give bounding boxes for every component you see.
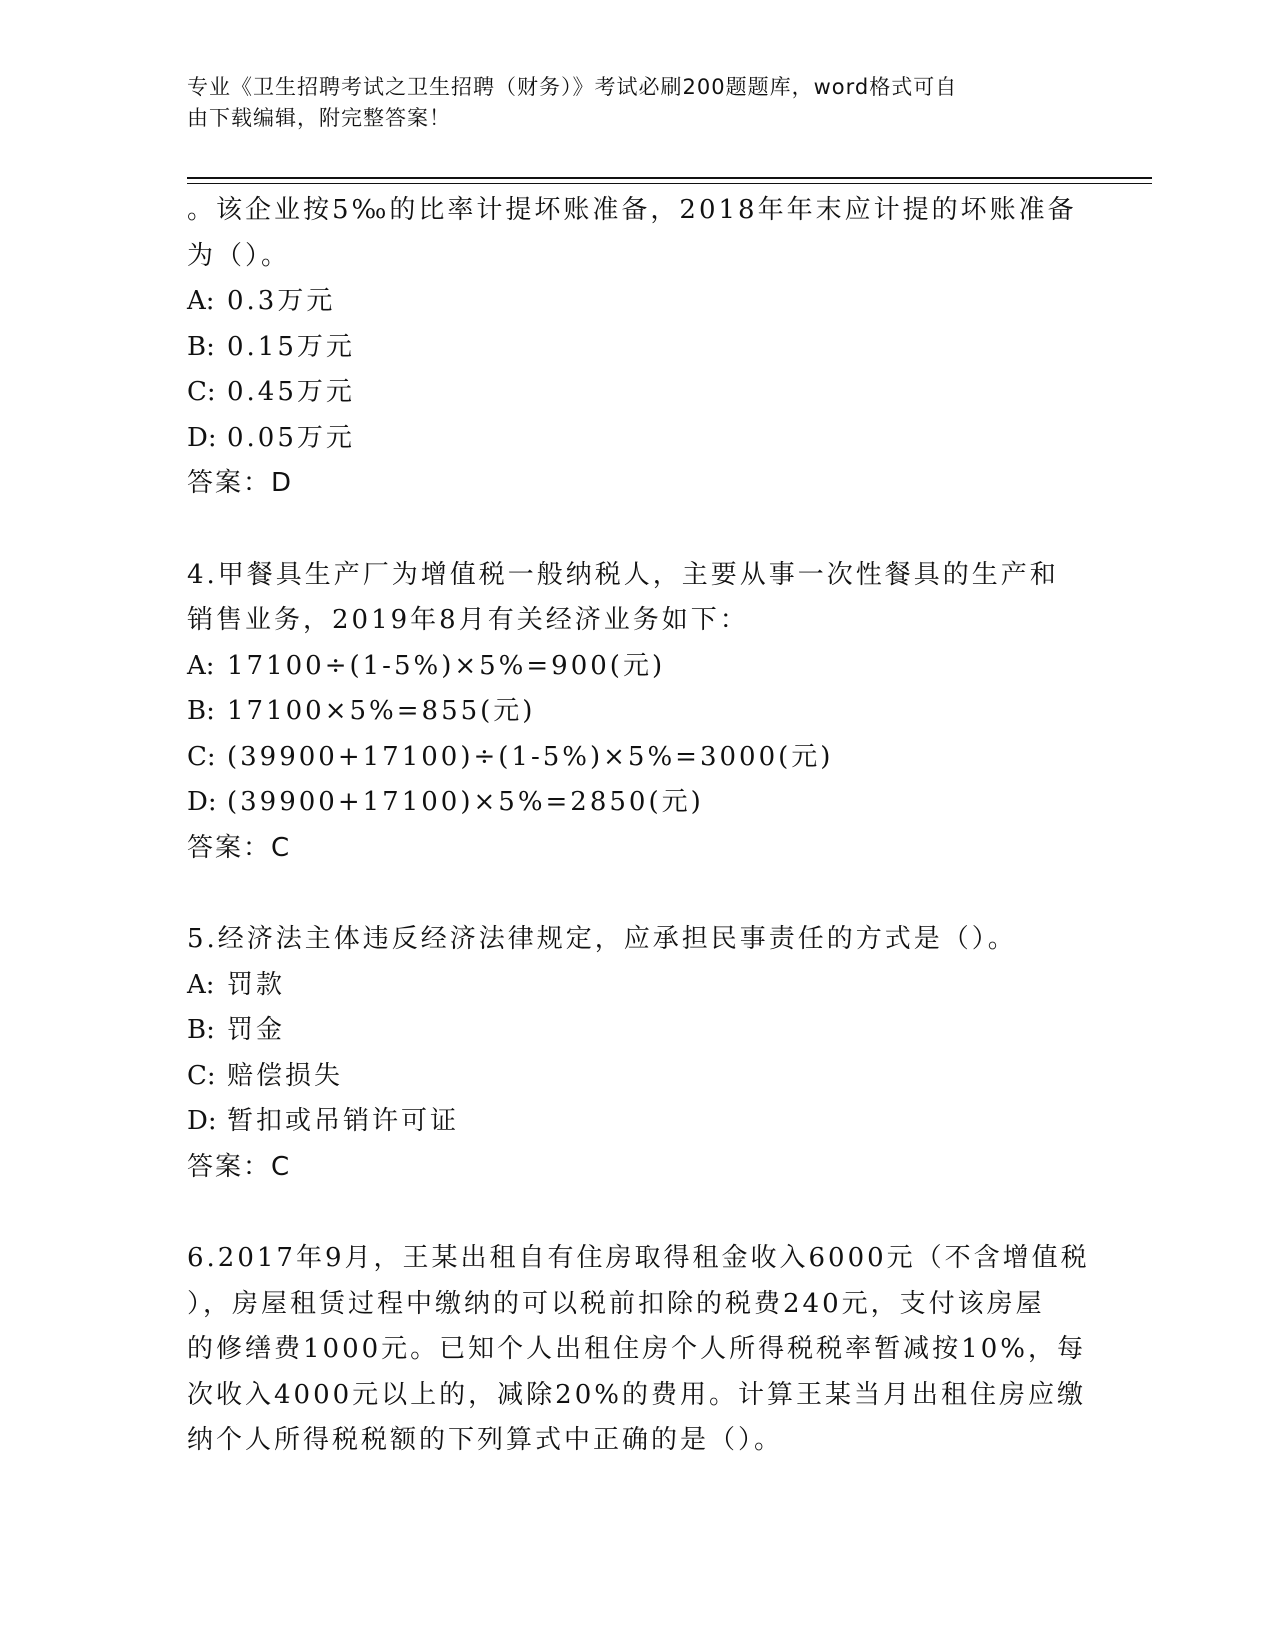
question-spacer: [187, 507, 1087, 553]
option-text: 17100×5%=855(元): [227, 696, 536, 726]
question-stem: 5.经济法主体违反经济法律规定，应承担民事责任的方式是（）。: [187, 924, 1017, 954]
question-stem: 4.甲餐具生产厂为增值税一般纳税人，主要从事一次性餐具的生产和: [187, 559, 1059, 590]
option-label: C:: [187, 741, 216, 772]
option-text: 0.3万元: [227, 286, 336, 316]
option-b: [187, 1008, 1087, 1054]
question-4: [187, 553, 1087, 872]
header-divider-thin: [187, 183, 1152, 184]
option-label: A:: [187, 650, 215, 681]
document-header: [187, 72, 1067, 134]
answer-line: 答案：D: [187, 468, 294, 498]
option-text: (39900+17100)÷(1-5%)×5%=3000(元): [227, 741, 834, 772]
question-6: [187, 1236, 1090, 1464]
question-stem: 销售业务，2019年8月有关经济业务如下：: [187, 605, 749, 635]
header-line-2: 由下载编辑，附完整答案！: [187, 106, 451, 130]
option-b: [187, 325, 1087, 371]
answer-line: 答案：C: [187, 1151, 292, 1182]
question-stem: 的修缮费1000元。已知个人出租住房个人所得税税率暂减按10%，每: [187, 1334, 1086, 1364]
question-spacer: [187, 1190, 1087, 1236]
question-stem: 为（）。: [187, 240, 291, 271]
option-c: [187, 1054, 1087, 1100]
answer-line: 答案：C: [187, 832, 292, 863]
question-stem: 次收入4000元以上的，减除20%的费用。计算王某当月出租住房应缴: [187, 1379, 1086, 1410]
question-5: [187, 917, 1087, 1190]
option-b: [187, 689, 1087, 735]
option-c: [187, 370, 1087, 416]
header-divider-thick: [187, 177, 1152, 179]
option-label: A:: [187, 286, 215, 316]
option-label: A:: [187, 969, 215, 1000]
option-text: 罚款: [227, 969, 286, 1000]
option-label: B:: [187, 696, 215, 726]
option-d: [187, 1099, 1087, 1145]
option-text: 0.45万元: [227, 377, 355, 407]
option-a: [187, 644, 1087, 690]
option-c: [187, 735, 1087, 781]
header-line-1: 专业《卫生招聘考试之卫生招聘（财务）》考试必刷200题题库，word格式可自: [187, 75, 958, 99]
option-text: 0.05万元: [227, 422, 355, 453]
document-body: [187, 188, 1090, 1464]
option-a: [187, 963, 1087, 1009]
option-label: D:: [187, 787, 217, 817]
option-a: [187, 279, 1087, 325]
option-label: D:: [187, 1106, 217, 1136]
option-text: 17100÷(1-5%)×5%=900(元): [227, 650, 666, 681]
question-stem: 6.2017年9月，王某出租自有住房取得租金收入6000元（不含增值税: [187, 1243, 1090, 1273]
option-label: B:: [187, 331, 215, 362]
option-text: 暂扣或吊销许可证: [227, 1106, 460, 1136]
option-d: [187, 416, 1087, 462]
question-3: [187, 188, 1087, 507]
option-text: (39900+17100)×5%=2850(元): [227, 787, 704, 817]
question-spacer: [187, 871, 1087, 917]
question-stem: ），房屋租赁过程中缴纳的可以税前扣除的税费240元，支付该房屋: [187, 1288, 1045, 1319]
option-label: C:: [187, 1060, 216, 1091]
question-stem: 。该企业按5‰的比率计提坏账准备，2018年年末应计提的坏账准备: [187, 195, 1077, 225]
option-text: 罚金: [227, 1015, 286, 1045]
question-stem: 纳个人所得税税额的下列算式中正确的是（）。: [187, 1425, 784, 1455]
option-text: 赔偿损失: [227, 1060, 344, 1091]
option-text: 0.15万元: [227, 331, 355, 362]
option-label: C:: [187, 377, 216, 407]
option-d: [187, 780, 1087, 826]
option-label: B:: [187, 1015, 215, 1045]
option-label: D:: [187, 422, 217, 453]
